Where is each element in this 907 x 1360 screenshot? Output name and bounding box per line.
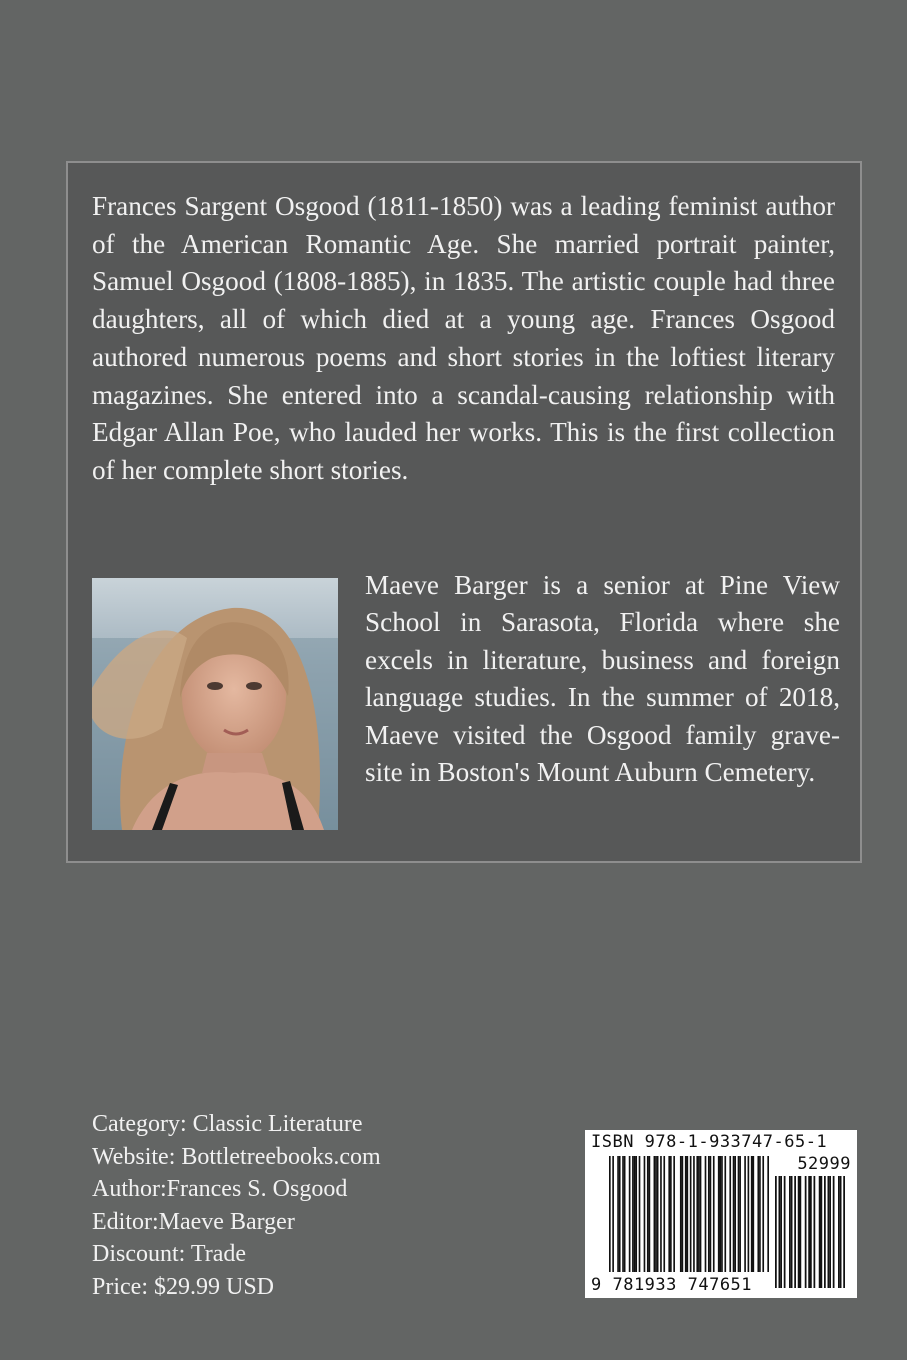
barcode-bar — [624, 1156, 626, 1272]
addon-bar — [843, 1176, 845, 1288]
category-line: Category: Classic Literature — [92, 1111, 363, 1137]
barcode-bar — [619, 1156, 621, 1272]
barcode-bar — [718, 1156, 720, 1272]
barcode-bar — [634, 1156, 636, 1272]
addon-bar — [821, 1176, 823, 1288]
addon-bar — [829, 1176, 831, 1288]
barcode-bar — [757, 1156, 759, 1272]
addon-bar — [814, 1176, 816, 1288]
barcode-bar — [654, 1156, 656, 1272]
barcode-bar — [690, 1156, 692, 1272]
addon-bar — [791, 1176, 793, 1288]
book-description: Frances Sargent Osgood (1811-1850) was a leading feminist author of the American Romantic Age. She married portrait painter, Samuel Osgood (1808-1885), in 1835. The artistic couple had three daughters, all of which died at a young age. Frances Osgood authored numerous poems and short stories in the loftiest literary magazines. She entered into a scandal-causing relationship with Edgar Allan Poe, who lauded her works. This is the first collection of her complete short stories. — [92, 191, 835, 485]
barcode-bar — [705, 1156, 707, 1272]
addon-bar — [775, 1176, 777, 1288]
addon-bar — [798, 1176, 800, 1288]
barcode-bar — [696, 1156, 698, 1272]
addon-bar — [833, 1176, 835, 1288]
barcode-bar — [733, 1156, 735, 1272]
barcode-bar — [698, 1156, 700, 1272]
barcode-bar — [682, 1156, 684, 1272]
barcode-bar — [729, 1156, 731, 1272]
ean-bars — [585, 1130, 857, 1298]
barcode-bar — [748, 1156, 750, 1272]
barcode-bar — [700, 1156, 702, 1272]
barcode-bar — [744, 1156, 746, 1272]
barcode-bar — [617, 1156, 619, 1272]
barcode-bar — [657, 1156, 659, 1272]
barcode-bar — [647, 1156, 649, 1272]
addon-bar — [819, 1176, 821, 1288]
barcode-bar — [673, 1156, 675, 1272]
barcode-bar — [713, 1156, 715, 1272]
barcode-bar — [649, 1156, 651, 1272]
book-metadata — [92, 1108, 381, 1303]
addon-bar — [794, 1176, 796, 1288]
isbn-barcode — [585, 1130, 857, 1298]
barcode-bar — [635, 1156, 637, 1272]
addon-bar — [838, 1176, 840, 1288]
barcode-bar — [753, 1156, 755, 1272]
barcode-bar — [670, 1156, 672, 1272]
price-code-text: 52999 — [797, 1154, 851, 1174]
editor-line: Editor:Maeve Barger — [92, 1208, 295, 1235]
barcode-bar — [660, 1156, 662, 1272]
addon-bar — [780, 1176, 782, 1288]
barcode-bar — [668, 1156, 670, 1272]
discount-line: Discount: Trade — [92, 1241, 247, 1267]
barcode-bar — [710, 1156, 712, 1272]
barcode-bar — [767, 1156, 769, 1272]
addon-bar — [805, 1176, 807, 1288]
addon-bar — [840, 1176, 842, 1288]
addon-bar — [824, 1176, 826, 1288]
website-line: Website: Bottletreebooks.com — [92, 1143, 381, 1170]
editor-bio: Maeve Barger is a senior at Pine View School in Sarasota, Florida where she excels in literature, business and foreign language studies. In the summer of 2018, Maeve visited the Osgood family grave-site in Boston's Mount Auburn Cemetery. — [365, 570, 840, 788]
price-line: Price: $29.99 USD — [92, 1273, 274, 1300]
addon-bar — [784, 1176, 786, 1288]
barcode-bar — [612, 1156, 614, 1272]
barcode-bar — [734, 1156, 736, 1272]
isbn-text: ISBN 978-1-933747-65-1 — [591, 1132, 828, 1152]
barcode-bar — [629, 1156, 631, 1272]
barcode-bar — [739, 1156, 741, 1272]
barcode-bar — [721, 1156, 723, 1272]
editor-photo — [92, 578, 338, 830]
barcode-bar — [644, 1156, 646, 1272]
addon-bar — [808, 1176, 810, 1288]
barcode-bar — [685, 1156, 687, 1272]
barcode-bar — [632, 1156, 634, 1272]
barcode-bar — [609, 1156, 611, 1272]
ean-digits: 9 781933 747651 — [591, 1275, 753, 1295]
barcode-bar — [693, 1156, 695, 1272]
barcode-bar — [680, 1156, 682, 1272]
author-line: Author:Frances S. Osgood — [92, 1176, 348, 1202]
addon-bar — [800, 1176, 802, 1288]
barcode-bar — [762, 1156, 764, 1272]
barcode-bar — [655, 1156, 657, 1272]
addon-bar — [779, 1176, 781, 1288]
addon-bar — [810, 1176, 812, 1288]
barcode-bar — [720, 1156, 722, 1272]
barcode-bar — [639, 1156, 641, 1272]
barcode-bar — [622, 1156, 624, 1272]
barcode-bar — [738, 1156, 740, 1272]
barcode-bar — [708, 1156, 710, 1272]
barcode-bar — [759, 1156, 761, 1272]
barcode-bar — [724, 1156, 726, 1272]
barcode-bar — [687, 1156, 689, 1272]
barcode-bar — [751, 1156, 753, 1272]
addon-bar — [789, 1176, 791, 1288]
addon-bar — [828, 1176, 830, 1288]
barcode-bar — [663, 1156, 665, 1272]
